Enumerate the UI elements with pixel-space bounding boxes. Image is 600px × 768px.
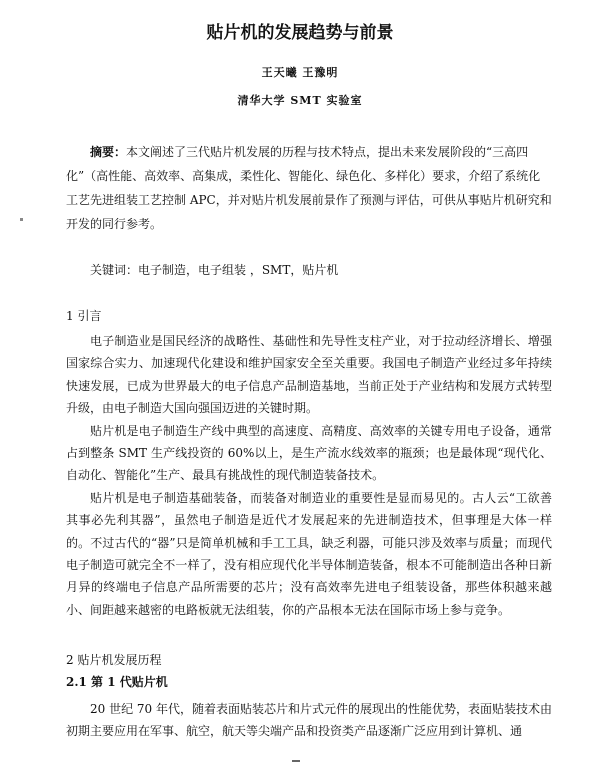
intro-paragraph-1: 电子制造业是国民经济的战略性、基础性和先导性支柱产业，对于拉动经济增长、增强国家综合实力、加速现代化建设和维护国家安全至关重要。我国电子制造产业经过多年持续快速发展，已成为世界最大的电子信息产品制造基地，当前正处于产业结构和发展方式转型升级，由电子制造大国向强国迈进的关键时期。 — [66, 334, 552, 416]
scan-speck — [20, 218, 23, 221]
abstract-label: 摘要： — [90, 145, 127, 159]
section-1-heading: 1 引言 — [66, 309, 102, 323]
keywords-block — [90, 258, 550, 282]
page-number-mark — [292, 760, 300, 762]
affiliation-line: 清华大学 SMT 实验室 — [237, 94, 363, 107]
history-paragraph: 20 世纪 70 年代，随着表面贴装芯片和片式元件的展现出的性能优势，表面贴装技术由初期主要应用在军事、航空，航天等尖端产品和投资类产品逐渐广泛应用到计算机、通 — [66, 702, 552, 739]
author-line: 王天曦 王豫明 — [261, 66, 339, 79]
abstract-block — [66, 140, 552, 236]
keywords-label: 关键词： — [90, 263, 139, 277]
abstract-text: 本文阐述了三代贴片机发展的历程与技术特点，提出未来发展阶段的“三高四化”（高性能、高效率、高集成，柔性化、智能化、绿色化、多样化）要求，介绍了系统化工艺先进组装工艺控制 APC，并对贴片机发展前景作了预测与评估，可供从事贴片机研究和开发的同行参考。 — [66, 145, 552, 231]
section-2-heading: 2 贴片机发展历程 — [66, 653, 162, 667]
intro-paragraph-2: 贴片机是电子制造生产线中典型的高速度、高精度、高效率的关键专用电子设备，通常占到整条 SMT 生产线投资的 60%以上，是生产流水线效率的瓶颈；也是最体现“现代化、自动化、智能化”生产、最具有挑战性的现代制造装备技术。 — [66, 423, 552, 483]
intro-paragraph-3: 贴片机是电子制造基础装备，而装备对制造业的重要性是显而易见的。古人云“工欲善其事必先利其器”，虽然电子制造是近代才发展起来的先进制造技术，但事理是大体一样的。不过古代的“器”只是简单机械和手工工具，缺乏利器，可能只涉及效率与质量；而现代电子制造可就完全不一样了，没有相应现代化半导体制造装备，根本不可能制造出各种日新月异的终端电子信息产品所需要的芯片；没有高效率先进电子组装设备，那些体积越来越小、间距越来越密的电路板就无法组装，你的产品根本无法在国际市场上参与竞争。 — [66, 490, 552, 617]
paper-title: 贴片机的发展趋势与前景 — [206, 23, 394, 43]
section-1-body — [66, 330, 552, 621]
section-2-1-body — [66, 698, 552, 743]
section-2-1-heading: 2.1 第 1 代贴片机 — [66, 675, 168, 689]
keywords-text: 电子制造，电子组装 ，SMT，贴片机 — [138, 263, 339, 277]
